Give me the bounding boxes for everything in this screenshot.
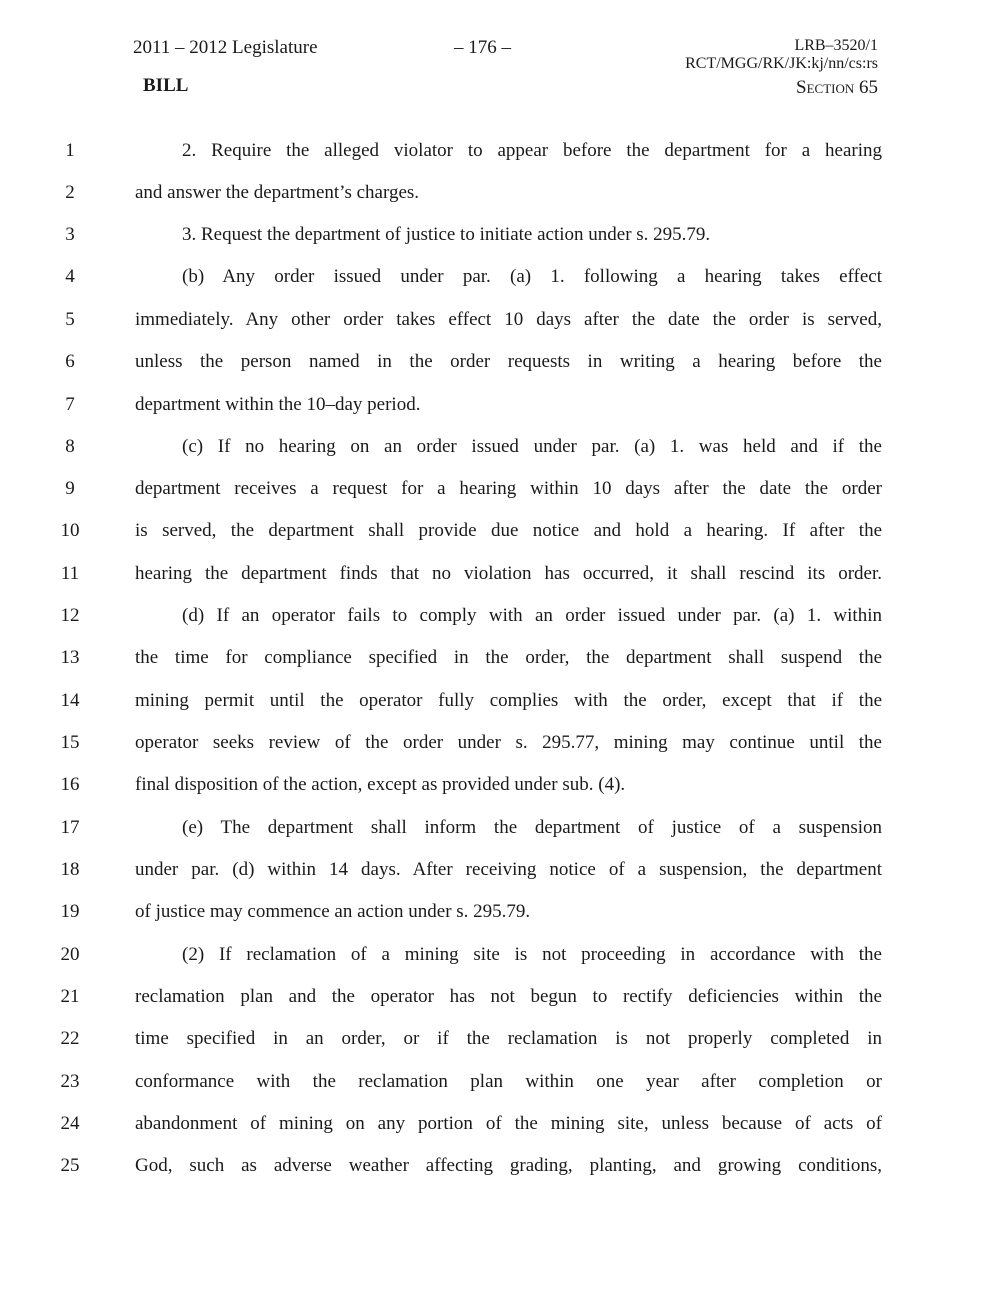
- bill-line: [0, 944, 1000, 974]
- drafter-initials: RCT/MGG/RK/JK:kj/nn/cs:rs: [685, 55, 878, 72]
- bill-line: [0, 520, 1000, 550]
- line-text: 2. Require the alleged violator to appear before the department for a hearing: [182, 140, 882, 161]
- line-number: 10: [60, 520, 80, 541]
- bill-line: [0, 986, 1000, 1016]
- line-number: 18: [60, 859, 80, 880]
- bill-line: [0, 1113, 1000, 1143]
- bill-line: [0, 647, 1000, 677]
- line-text: (e) The department shall inform the department of justice of a suspension: [182, 817, 882, 838]
- line-text: under par. (d) within 14 days. After receiving notice of a suspension, the department: [135, 859, 882, 880]
- line-number: 12: [60, 605, 80, 626]
- line-text: mining permit until the operator fully complies with the order, except that if the: [135, 690, 882, 711]
- line-text: time specified in an order, or if the reclamation is not properly completed in: [135, 1028, 882, 1049]
- bill-line: [0, 690, 1000, 720]
- bill-line: [0, 266, 1000, 296]
- line-number: 9: [65, 478, 75, 499]
- doc-type-label: BILL: [143, 75, 189, 96]
- line-text: and answer the department’s charges.: [135, 182, 420, 203]
- line-number: 11: [60, 563, 80, 584]
- line-number: 25: [60, 1155, 80, 1176]
- line-number: 6: [65, 351, 75, 372]
- bill-line: [0, 774, 1000, 804]
- bill-line: [0, 605, 1000, 635]
- line-text: of justice may commence an action under s. 295.79.: [135, 901, 531, 922]
- line-text: (d) If an operator fails to comply with an order issued under par. (a) 1. within: [182, 605, 882, 626]
- line-text: reclamation plan and the operator has not begun to rectify deficiencies within the: [135, 986, 882, 1007]
- line-number: 21: [60, 986, 80, 1007]
- line-text: (2) If reclamation of a mining site is not proceeding in accordance with the: [182, 944, 882, 965]
- bill-line: [0, 224, 1000, 254]
- line-text: operator seeks review of the order under s. 295.77, mining may continue until the: [135, 732, 882, 753]
- line-number: 4: [65, 266, 75, 287]
- line-number: 1: [65, 140, 75, 161]
- line-text: department within the 10–day period.: [135, 394, 421, 415]
- bill-line: [0, 394, 1000, 424]
- line-text: abandonment of mining on any portion of the mining site, unless because of acts of: [135, 1113, 882, 1134]
- line-text: (b) Any order issued under par. (a) 1. following a hearing takes effect: [182, 266, 882, 287]
- line-text: conformance with the reclamation plan within one year after completion or: [135, 1071, 882, 1092]
- bill-line: [0, 351, 1000, 381]
- line-text: immediately. Any other order takes effect 10 days after the date the order is served,: [135, 309, 882, 330]
- line-number: 13: [60, 647, 80, 668]
- bill-line: [0, 309, 1000, 339]
- page-number: – 176 –: [454, 37, 511, 58]
- line-number: 5: [65, 309, 75, 330]
- bill-line: [0, 817, 1000, 847]
- bill-line: [0, 478, 1000, 508]
- bill-line: [0, 1155, 1000, 1185]
- line-text: God, such as adverse weather affecting grading, planting, and growing conditions,: [135, 1155, 882, 1176]
- line-text: is served, the department shall provide due notice and hold a hearing. If after the: [135, 520, 882, 541]
- bill-line: [0, 901, 1000, 931]
- line-number: 20: [60, 944, 80, 965]
- line-number: 16: [60, 774, 80, 795]
- line-text: unless the person named in the order requests in writing a hearing before the: [135, 351, 882, 372]
- bill-line: [0, 859, 1000, 889]
- line-number: 8: [65, 436, 75, 457]
- lrb-number: LRB–3520/1: [794, 37, 878, 54]
- section-label: Section 65: [796, 77, 878, 98]
- line-number: 24: [60, 1113, 80, 1134]
- line-text: 3. Request the department of justice to initiate action under s. 295.79.: [182, 224, 711, 245]
- line-text: (c) If no hearing on an order issued under par. (a) 1. was held and if the: [182, 436, 882, 457]
- line-number: 17: [60, 817, 80, 838]
- line-text: final disposition of the action, except as provided under sub. (4).: [135, 774, 626, 795]
- legislature-label: 2011 – 2012 Legislature: [133, 37, 318, 58]
- bill-line: [0, 1071, 1000, 1101]
- line-number: 15: [60, 732, 80, 753]
- bill-line: [0, 1028, 1000, 1058]
- line-number: 23: [60, 1071, 80, 1092]
- line-number: 7: [65, 394, 75, 415]
- bill-line: [0, 182, 1000, 212]
- line-text: department receives a request for a hearing within 10 days after the date the order: [135, 478, 882, 499]
- bill-line: [0, 563, 1000, 593]
- line-number: 19: [60, 901, 80, 922]
- line-number: 14: [60, 690, 80, 711]
- line-number: 3: [65, 224, 75, 245]
- line-text: the time for compliance specified in the order, the department shall suspend the: [135, 647, 882, 668]
- bill-line: [0, 732, 1000, 762]
- bill-line: [0, 436, 1000, 466]
- line-text: hearing the department finds that no violation has occurred, it shall rescind its order.: [135, 563, 882, 584]
- line-number: 2: [65, 182, 75, 203]
- bill-line: [0, 140, 1000, 170]
- line-number: 22: [60, 1028, 80, 1049]
